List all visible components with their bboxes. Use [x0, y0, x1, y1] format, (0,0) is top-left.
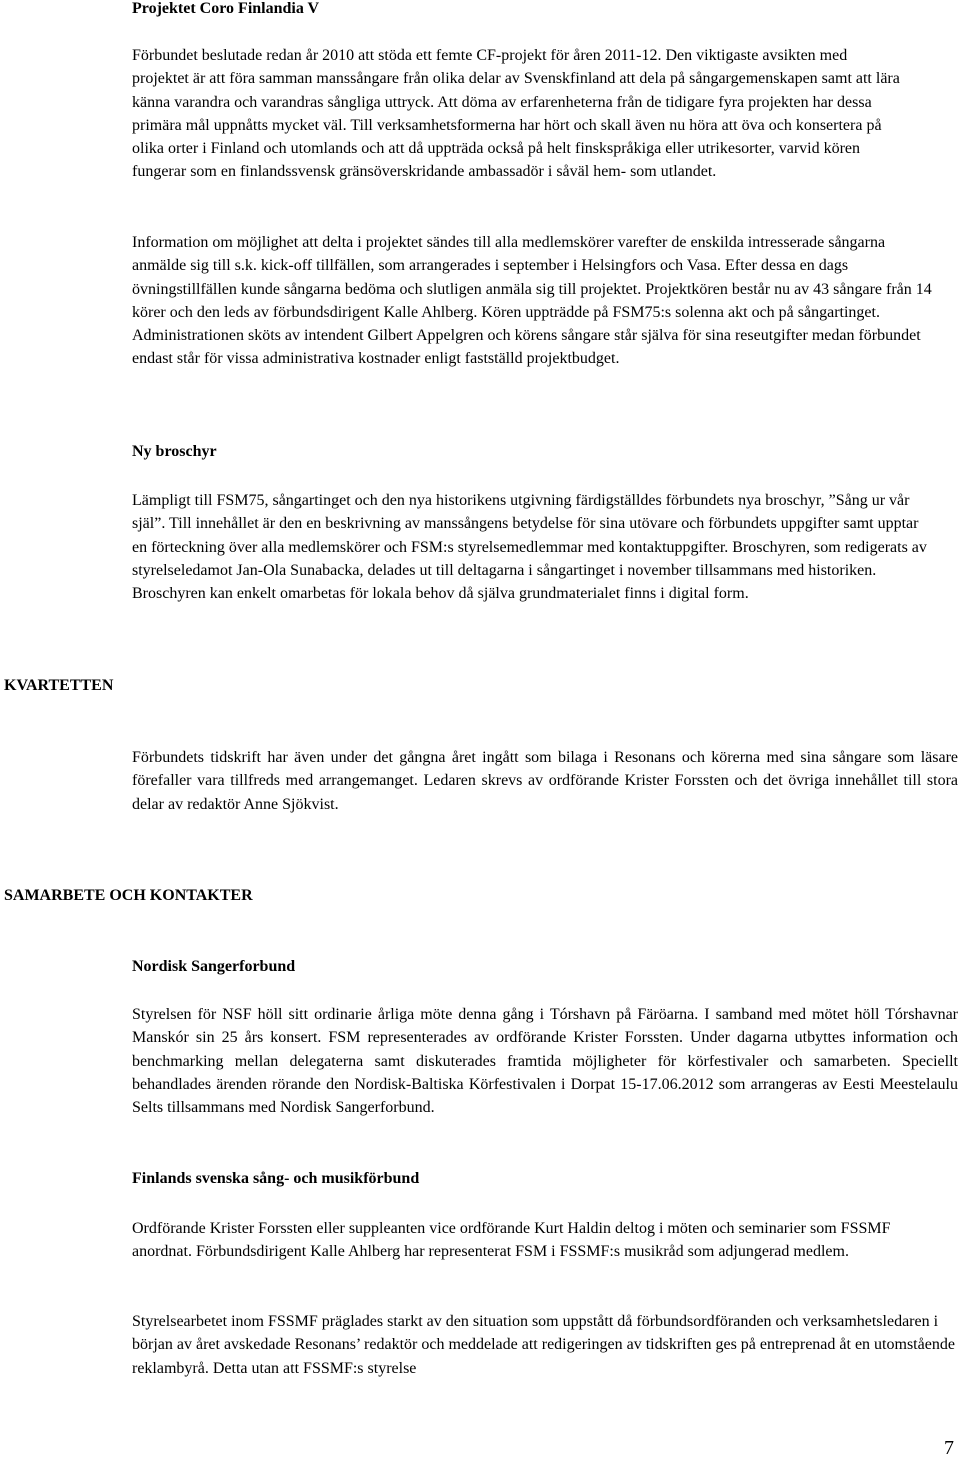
- section-heading-coro-finlandia: Projektet Coro Finlandia V: [132, 0, 320, 17]
- paragraph-coro-2: Information om möjlighet att delta i projektet sändes till alla medlemskörer varefter de enskilda intresserade sångarna anmälde sig till s.k. kick-off tillfällen, som arrangerades i september i Helsingfors och Vasa. Efter dessa en dags övningstillfällen kunde sångarna bedöma och slutligen anmäla sig till projektet. Projektkören består nu av 43 sångare från 14 körer och den leds av förbundsdirigent Kalle Ahlberg. Kören uppträdde på FSM75:s solenna akt och på sångartinget. Administrationen sköts av intendent Gilbert Appelgren och körens sångare står själva för sina reseutgifter medan förbundet endast står för vissa administrativa kostnader enligt fastställd projektbudget.: [132, 234, 932, 368]
- paragraph-fssmf-1: Ordförande Krister Forssten eller suppleanten vice ordförande Kurt Haldin deltog i möten och seminarier som FSSMF anordnat. Förbundsdirigent Kalle Ahlberg har representerat FSM i FSSMF:s musikråd som adjungerad medlem.: [132, 1220, 891, 1261]
- section-heading-fssmf: Finlands svenska sång- och musikförbund: [132, 1170, 420, 1187]
- chapter-heading-kvartetten: KVARTETTEN: [4, 677, 114, 694]
- paragraph-nordisk: Styrelsen för NSF höll sitt ordinarie årliga möte denna gång i Tórshavn på Färöarna. I samband med mötet höll Tórshavnar Manskór sin 25 års konsert. FSM representerades av ordförande Krister Forssten. Under dagarna utbyttes information och benchmarking mellan delegaterna samt diskuterades framtida möjligheter för körfestivaler och samarbeten. Speciellt behandlades ärenden rörande den Nordisk-Baltiska Körfestivalen i Dorpat 15-17.06.2012 som arrangeras av Eesti Meestelaulu Selts tillsammans med Nordisk Sangerforbund.: [132, 1006, 958, 1117]
- chapter-heading-samarbete: SAMARBETE OCH KONTAKTER: [4, 887, 253, 904]
- paragraph-fssmf-2: Styrelsearbetet inom FSSMF präglades starkt av den situation som uppstått då förbundsordföranden och verksamhetsledaren i början av året avskedade Resonans’ redaktör och meddelade att redigeringen av tidskriften ges på entreprenad åt en utomstående reklambyrå. Detta utan att FSSMF:s styrelse: [132, 1313, 955, 1377]
- paragraph-broschyr: Lämpligt till FSM75, sångartinget och den nya historikens utgivning färdigställdes förbundets nya broschyr, ”Sång ur vår själ”. Till innehållet är den en beskrivning av manssångens betydelse för sina utövare och förbundets uppgifter samt upptar en förteckning över alla medlemskörer och FSM:s styrelsemedlemmar med kontaktuppgifter. Broschyren, som redigerats av styrelseledamot Jan-Ola Sunabacka, delades ut till deltagarna i sångartinget i november tillsammans med historiken. Broschyren kan enkelt omarbetas för lokala behov då själva grundmaterialet finns i digital form.: [132, 492, 927, 603]
- page-number: 7: [944, 1437, 954, 1459]
- paragraph-kvartetten: Förbundets tidskrift har även under det gångna året ingått som bilaga i Resonans och körerna med sina sångare som läsare förefaller vara tillfreds med arrangemanget. Ledaren skrevs av ordförande Krister Forssten och det övriga innehållet till stora delar av redaktör Anne Sjökvist.: [132, 749, 958, 813]
- paragraph-coro-1: Förbundet beslutade redan år 2010 att stöda ett femte CF-projekt för åren 2011-12. Den viktigaste avsikten med projektet är att föra samman manssångare från olika delar av Svenskfinland att dela på sångargemenskapen samt att lära känna varandra och varandras sångliga uttryck. Att döma av erfarenheterna från de tidigare fyra projekten har dessa primära mål uppnåtts mycket väl. Till verksamhetsformerna har hört och skall även nu höra att öva och konsertera på olika orter i Finland och utomlands och att då uppträda också på helt finskspråkiga eller utrikesorter, varvid kören fungerar som en finlandssvensk gränsöverskridande ambassadör i såväl hem- som utlandet.: [132, 47, 900, 181]
- section-heading-ny-broschyr: Ny broschyr: [132, 443, 217, 460]
- section-heading-nordisk-sangerforbund: Nordisk Sangerforbund: [132, 958, 296, 975]
